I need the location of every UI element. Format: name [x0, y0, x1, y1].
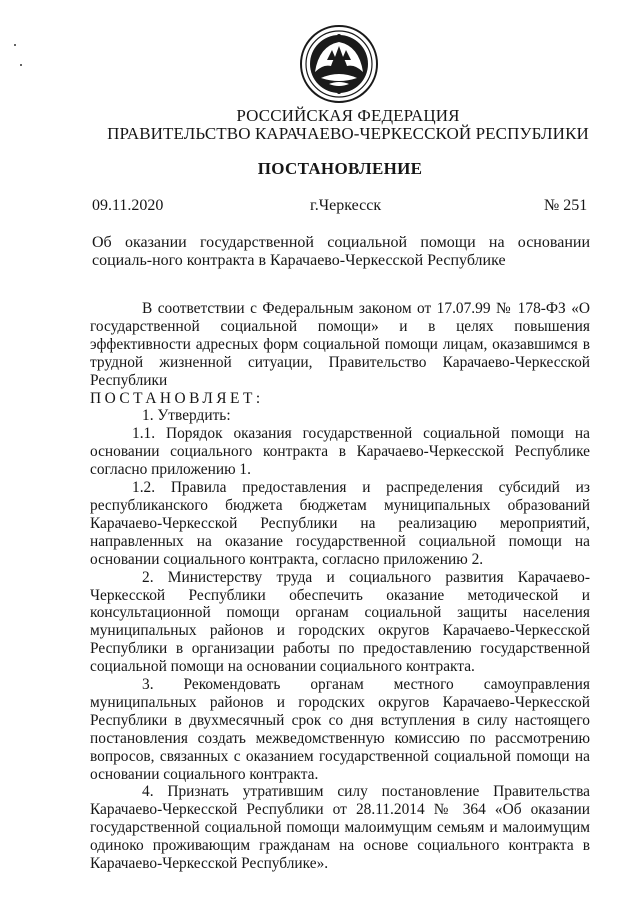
item-paragraph: 2. Министерству труда и социального развития Карачаево-Черкесской Республики обеспечить оказание методической и консультационной помощи органам социальной защиты населения муниципальных районов и городских округов Карачаево-Черкесской Республики в организации работы по предоставлению государственной социальной помощи на основании социального контракта.: [90, 568, 590, 676]
item-paragraph: 1.1. Порядок оказания государственной социальной помощи на основании социального контракта в Карачаево-Черкесской Республике согласно приложению 1.: [90, 425, 590, 479]
document-number: № 251: [544, 197, 588, 214]
item-paragraph: 4. Признать утратившим силу постановление Правительства Карачаево-Черкесской Республики от 28.11.2014 № 364 «Об оказании государственной социальной помощи малоимущим семьям и малоимущим одиноко проживающим гражданам на основе социального контракта в Карачаево-Черкесской Республике».: [90, 783, 590, 873]
karachay-cherkessia-emblem-icon: [299, 24, 379, 104]
item-paragraph: 1.2. Правила предоставления и распределения субсидий из республиканского бюджета бюджетам муниципальных образований Карачаево-Черкесской Республики на реализацию мероприятий, направленных на оказание государственной социальной помощи на основании социального контракта, согласно приложению 2.: [90, 479, 590, 568]
document-city: г.Черкесск: [310, 197, 382, 214]
item-paragraph: 1. Утвердить:: [142, 407, 231, 425]
header-country: РОССИЙСКАЯ ФЕДЕРАЦИЯ: [236, 106, 460, 125]
scan-speck: [20, 64, 22, 66]
preamble-paragraph: В соответствии с Федеральным законом от 17.07.99 № 178-ФЗ «О государственной социальной помощи» и в целях повышения эффективности адресных форм социальной помощи лицам, оказавшимся в трудной жизненной ситуации, Правительство Карачаево-Черкесской Республики: [90, 300, 590, 389]
header-government: ПРАВИТЕЛЬСТВО КАРАЧАЕВО-ЧЕРКЕССКОЙ РЕСПУБЛИКИ: [107, 124, 589, 143]
item-paragraph: 3. Рекомендовать органам местного самоуправления муниципальных районов и городских округов Карачаево-Черкесской Республики в двухмесячный срок со дня вступления в силу настоящего постановления создать межведомственную комиссию по рассмотрению вопросов, связанных с оказанием государственной социальной помощи на основании социального контракта.: [90, 676, 590, 783]
document-body: [90, 300, 590, 873]
document-type-title: ПОСТАНОВЛЕНИЕ: [257, 159, 423, 178]
coat-of-arms-emblem: [299, 24, 379, 104]
document-subject: Об оказании государственной социальной помощи на основании социаль-ного контракта в Карачаево-Черкесской Республике: [92, 234, 590, 269]
scan-speck: [14, 44, 16, 46]
document-date: 09.11.2020: [92, 197, 164, 214]
resolve-heading: ПОСТАНОВЛЯЕТ:: [90, 389, 264, 407]
